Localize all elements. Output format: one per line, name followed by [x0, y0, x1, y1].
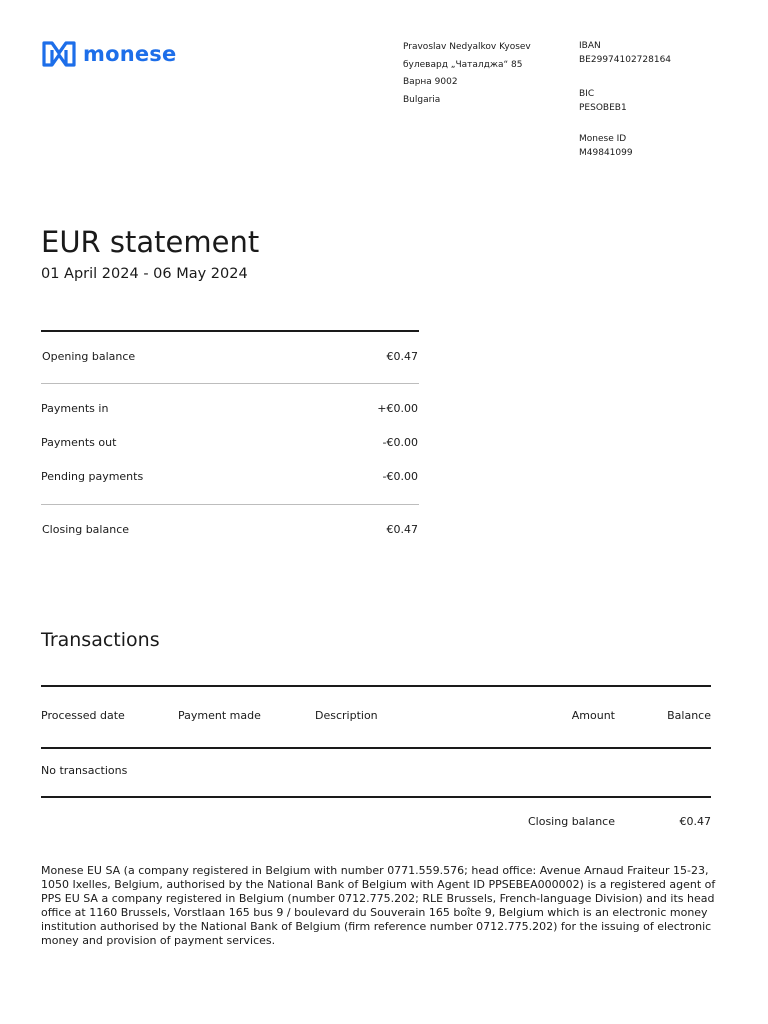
- customer-name: Pravoslav Nedyalkov Kyosev: [403, 42, 531, 52]
- customer-city: Варна 9002: [403, 77, 458, 87]
- pending-payments-row: [41, 470, 418, 483]
- summary-divider-2: [41, 504, 419, 505]
- payments-out-label: Payments out: [41, 436, 117, 449]
- col-amount: Amount: [571, 709, 615, 722]
- payments-in-row: [41, 402, 418, 415]
- monese-logo-text: monese: [83, 41, 177, 66]
- customer-country: Bulgaria: [403, 94, 441, 105]
- transactions-closing-value: €0.47: [679, 815, 711, 828]
- payments-in-value: +€0.00: [377, 402, 418, 415]
- monese-id-group: [579, 132, 671, 160]
- opening-balance-label: Opening balance: [42, 350, 136, 363]
- closing-balance-label: Closing balance: [42, 523, 130, 536]
- opening-balance-value: €0.47: [386, 350, 418, 363]
- statement-period: 01 April 2024 - 06 May 2024: [41, 266, 248, 282]
- account-details: [579, 39, 671, 177]
- payments-out-value: -€0.00: [382, 436, 418, 449]
- col-balance: Balance: [667, 709, 711, 722]
- payments-in-label: Payments in: [41, 402, 109, 415]
- customer-address: [403, 39, 531, 109]
- no-transactions-text: No transactions: [41, 764, 128, 777]
- summary-divider-1: [41, 383, 419, 384]
- pending-payments-label: Pending payments: [41, 470, 144, 483]
- bic-group: [579, 87, 671, 115]
- customer-street: булевард „Чаталджа“ 85: [403, 59, 523, 70]
- iban-group: [579, 39, 671, 67]
- transactions-top-rule: [41, 685, 711, 687]
- transactions-bottom-rule: [41, 796, 711, 798]
- payments-out-row: [41, 436, 418, 449]
- col-payment-made: Payment made: [178, 709, 261, 722]
- transactions-title: Transactions: [41, 629, 160, 651]
- transactions-header-rule: [41, 747, 711, 749]
- col-description: Description: [315, 709, 378, 722]
- summary-top-rule: [41, 330, 419, 332]
- monese-logo-icon: [41, 40, 77, 68]
- closing-balance-value: €0.47: [386, 523, 418, 536]
- col-processed-date: Processed date: [41, 709, 125, 722]
- pending-payments-value: -€0.00: [382, 470, 418, 483]
- transactions-closing-label: Closing balance: [527, 815, 615, 828]
- statement-title: EUR statement: [41, 225, 260, 259]
- monese-id-value: M49841099: [579, 148, 633, 158]
- closing-balance-row: [41, 523, 418, 536]
- legal-disclaimer: Monese EU SA (a company registered in Belgium with number 0771.559.576; head office: Avenue Arnaud Fraiteur 15-23, 1050 Ixelles, Belgium, authorised by the National Bank of Belgium with Agent ID PPSEBEA000002) is a registered agent of PPS EU SA a company registered in Belgium (number 0712.775.202; RLE Brussels, French-language Division) and its head office at 1160 Brussels, Vorstlaan 165 bus 9 / boulevard du Souverain 165 boîte 9, Belgium which is an electronic money institution authorised by the National Bank of Belgium (firm reference number 0712.775.202) for the issuing of electronic money and provision of payment services.: [41, 864, 716, 947]
- bic-value: PESOBEB1: [579, 103, 627, 113]
- opening-balance-row: [41, 350, 418, 363]
- bic-label: BIC: [579, 89, 595, 99]
- iban-value: BE29974102728164: [579, 55, 672, 65]
- iban-label: IBAN: [579, 41, 601, 51]
- monese-logo: [41, 40, 176, 68]
- monese-id-label: Monese ID: [579, 134, 627, 144]
